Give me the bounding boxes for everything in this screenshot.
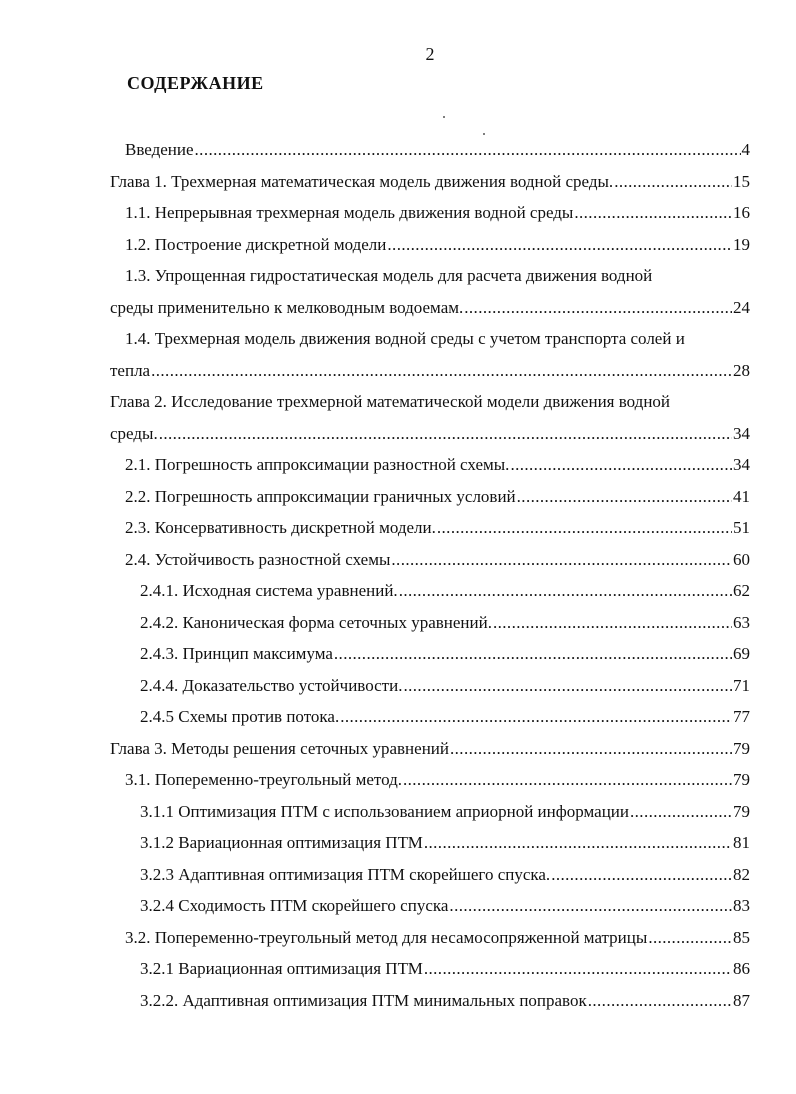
toc-entry-title: 2.4.5 Схемы против потока. (140, 707, 340, 726)
toc-entry-title: 2.4. Устойчивость разностной схемы (125, 549, 391, 569)
toc-entry-1-4-line1[interactable] (125, 325, 750, 357)
table-of-contents (0, 136, 796, 1018)
toc-entry-title: 3.2.2. Адаптивная оптимизация ПТМ минимальных поправок (140, 990, 587, 1010)
toc-entry-title: 1.2. Построение дискретной модели (125, 234, 387, 254)
toc-entry-page: 19 (733, 234, 750, 254)
toc-entry-3-2[interactable] (125, 924, 750, 956)
toc-entry-3-1[interactable] (125, 766, 750, 798)
dot-leader (510, 454, 732, 476)
dot-leader (450, 738, 732, 760)
toc-entry-page: 51 (733, 518, 750, 537)
toc-entry-title: 3.1.2 Вариационная оптимизация ПТМ (140, 833, 423, 852)
dot-leader (159, 423, 732, 445)
toc-entry-title: Глава 1. Трехмерная математическая модель движения водной среды. (110, 171, 614, 191)
dot-leader (334, 643, 732, 665)
toc-entry-title: 1.4. Трехмерная модель движения водной среды с учетом транспорта солей и (125, 329, 685, 348)
dot-leader (493, 612, 732, 634)
dot-leader (387, 234, 732, 256)
toc-entry-title: 2.4.1. Исходная система уравнений. (140, 581, 398, 600)
toc-entry-2-2[interactable] (125, 483, 750, 515)
toc-entry-title-cont: среды применительно к мелководным водоемам. (110, 297, 464, 317)
dot-leader (588, 990, 732, 1012)
toc-entry-title: Введение (125, 140, 194, 159)
toc-entry-title: 3.1.1 Оптимизация ПТМ с использованием априорной информации (140, 801, 629, 821)
toc-entry-title: 1.1. Непрерывная трехмерная модель движения водной среды (125, 203, 574, 222)
toc-entry-page: 85 (733, 927, 750, 947)
toc-entry-1-4[interactable] (110, 357, 750, 389)
dot-leader (195, 139, 741, 161)
toc-entry-page: 71 (733, 675, 750, 695)
scan-speck (483, 133, 485, 135)
toc-entry-page: 82 (733, 864, 750, 884)
toc-entry-page: 34 (733, 423, 750, 443)
toc-entry-title: 3.2.4 Сходимость ПТМ скорейшего спуска (140, 896, 449, 915)
toc-entry-title: Глава 3. Методы решения сеточных уравнений (110, 738, 449, 758)
dot-leader (403, 675, 732, 697)
dot-leader (424, 958, 732, 980)
toc-entry-1-3[interactable] (110, 294, 750, 326)
dot-leader (437, 517, 732, 539)
toc-entry-1-2[interactable] (125, 231, 750, 263)
toc-entry-3-2-4[interactable] (140, 892, 750, 924)
toc-entry-title: 3.2. Попеременно-треугольный метод для несамосопряженной матрицы (125, 927, 648, 947)
toc-entry-title: 3.2.1 Вариационная оптимизация ПТМ (140, 959, 423, 978)
toc-entry-introduction[interactable] (125, 136, 750, 168)
toc-title: СОДЕРЖАНИЕ (127, 73, 264, 93)
toc-entry-title-cont: среды. (110, 423, 158, 443)
toc-entry-title: 2.2. Погрешность аппроксимации граничных условий (125, 486, 516, 506)
toc-entry-page: 83 (733, 896, 750, 915)
toc-entry-page: 77 (733, 707, 750, 726)
toc-entry-title: 2.4.2. Каноническая форма сеточных уравнений. (140, 612, 492, 632)
dot-leader (449, 895, 732, 917)
toc-entry-chapter-2[interactable] (110, 420, 750, 452)
toc-entry-3-2-1[interactable] (140, 955, 750, 987)
toc-entry-page: 63 (733, 612, 750, 632)
toc-entry-title: 2.3. Консервативность дискретной модели. (125, 518, 436, 537)
toc-entry-page: 87 (733, 990, 750, 1010)
toc-entry-2-4[interactable] (125, 546, 750, 578)
scan-speck (443, 116, 445, 118)
toc-entry-title: 1.3. Упрощенная гидростатическая модель для расчета движения водной (125, 266, 653, 285)
toc-entry-page: 4 (741, 140, 750, 159)
dot-leader (614, 171, 732, 193)
toc-entry-title: 3.1. Попеременно-треугольный метод. (125, 770, 402, 789)
toc-entry-page: 79 (733, 738, 750, 758)
dot-leader (517, 486, 732, 508)
toc-entry-2-4-2[interactable] (140, 609, 750, 641)
dot-leader (340, 706, 732, 728)
toc-entry-page: 79 (733, 770, 750, 789)
toc-entry-page: 79 (733, 801, 750, 821)
toc-entry-1-3-line1[interactable] (125, 262, 750, 294)
toc-entry-chapter-2-line1[interactable] (110, 388, 750, 420)
toc-entry-page: 15 (733, 171, 750, 191)
dot-leader (648, 927, 732, 949)
toc-entry-title: 2.4.3. Принцип максимума (140, 644, 333, 663)
toc-entry-page: 81 (733, 833, 750, 852)
dot-leader (551, 864, 732, 886)
dot-leader (424, 832, 732, 854)
toc-entry-page: 34 (733, 455, 750, 474)
toc-entry-page: 62 (733, 581, 750, 600)
toc-entry-3-2-3[interactable] (140, 861, 750, 893)
toc-entry-title: Глава 2. Исследование трехмерной математической модели движения водной (110, 392, 671, 411)
toc-entry-title: 3.2.3 Адаптивная оптимизация ПТМ скорейшего спуска. (140, 864, 551, 884)
dot-leader (151, 360, 732, 382)
toc-entry-3-1-2[interactable] (140, 829, 750, 861)
toc-entry-2-4-4[interactable] (140, 672, 750, 704)
toc-entry-page: 86 (733, 959, 750, 978)
dot-leader (630, 801, 732, 823)
toc-entry-1-1[interactable] (125, 199, 750, 231)
toc-entry-3-1-1[interactable] (140, 798, 750, 830)
toc-entry-chapter-1[interactable] (110, 168, 750, 200)
toc-entry-2-4-3[interactable] (140, 640, 750, 672)
toc-entry-2-3[interactable] (125, 514, 750, 546)
dot-leader (464, 297, 732, 319)
toc-entry-page: 60 (733, 549, 750, 569)
toc-entry-page: 69 (733, 644, 750, 663)
dot-leader (391, 549, 732, 571)
toc-entry-title: 2.1. Погрешность аппроксимации разностной схемы. (125, 455, 510, 474)
toc-entry-2-4-1[interactable] (140, 577, 750, 609)
toc-entry-chapter-3[interactable] (110, 735, 750, 767)
toc-entry-page: 28 (733, 360, 750, 380)
toc-entry-page: 16 (733, 203, 750, 222)
dot-leader (403, 769, 732, 791)
toc-entry-page: 24 (733, 297, 750, 317)
page-number: 2 (425, 44, 435, 64)
toc-entry-2-4-5[interactable] (140, 703, 750, 735)
toc-entry-3-2-2[interactable] (140, 987, 750, 1019)
toc-entry-page: 41 (733, 486, 750, 506)
toc-entry-2-1[interactable] (125, 451, 750, 483)
toc-entry-title-cont: тепла (110, 360, 151, 380)
toc-entry-title: 2.4.4. Доказательство устойчивости. (140, 675, 403, 695)
dot-leader (399, 580, 732, 602)
dot-leader (574, 202, 732, 224)
